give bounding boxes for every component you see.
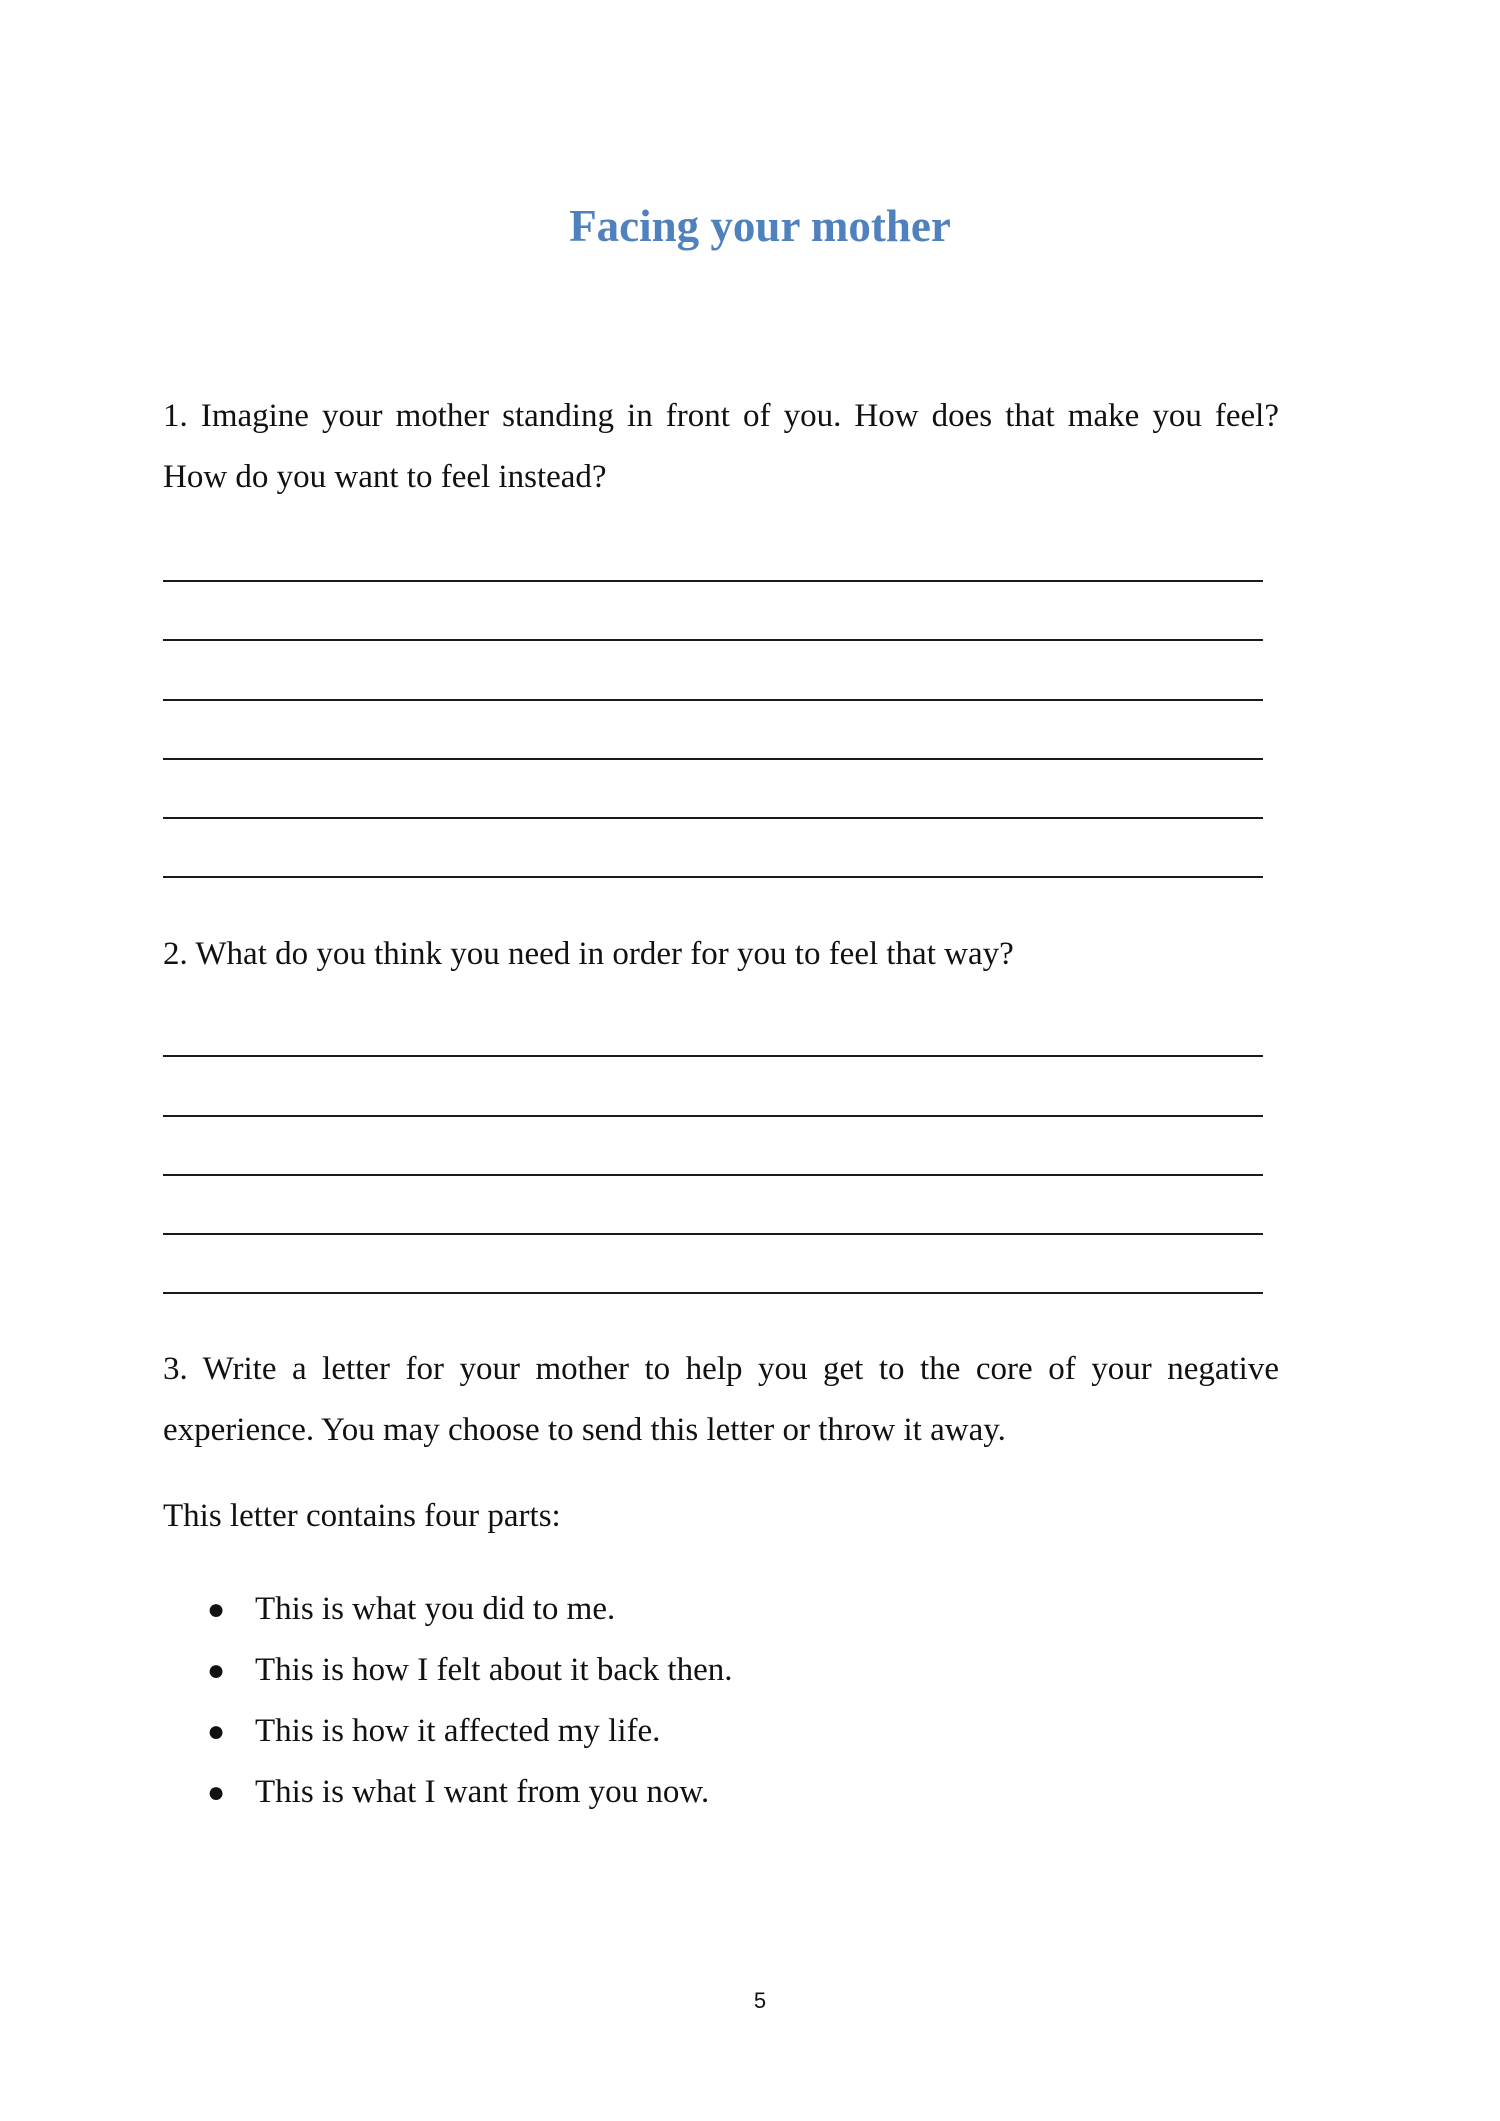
question-1: 1. Imagine your mother standing in front of you. How does that make you feel? How do you want to feel instead? [163,398,1279,495]
answer-line[interactable] [163,580,1263,582]
question-2: 2. What do you think you need in order for you to feel that way? [163,936,1014,972]
bullet-icon: ● [207,1654,226,1687]
bullet-icon: ● [207,1715,226,1748]
answer-line[interactable] [163,1292,1263,1294]
answer-line[interactable] [163,1115,1263,1117]
answer-line[interactable] [163,1233,1263,1235]
letter-intro: This letter contains four parts: [163,1498,561,1534]
list-item [163,1762,733,1823]
answer-line[interactable] [163,876,1263,878]
question-3: 3. Write a letter for your mother to help you get to the core of your negative experience. You may choose to send this letter or throw it away. [163,1351,1279,1448]
answer-line[interactable] [163,1174,1263,1176]
answer-line[interactable] [163,639,1263,641]
answer-line[interactable] [163,699,1263,701]
bullet-icon: ● [207,1776,226,1809]
letter-parts-list [163,1579,733,1823]
list-item-text: This is how it affected my life. [255,1713,661,1749]
page-title: Facing your mother [569,201,951,251]
list-item-text: This is what you did to me. [255,1591,616,1627]
list-item-text: This is what I want from you now. [255,1774,710,1810]
list-item [163,1640,733,1701]
answer-line[interactable] [163,817,1263,819]
bullet-icon: ● [207,1593,226,1626]
page-number: 5 [753,1988,767,2013]
list-item-text: This is how I felt about it back then. [255,1652,733,1688]
answer-line[interactable] [163,1055,1263,1057]
answer-line[interactable] [163,758,1263,760]
list-item [163,1579,733,1640]
list-item [163,1701,733,1762]
